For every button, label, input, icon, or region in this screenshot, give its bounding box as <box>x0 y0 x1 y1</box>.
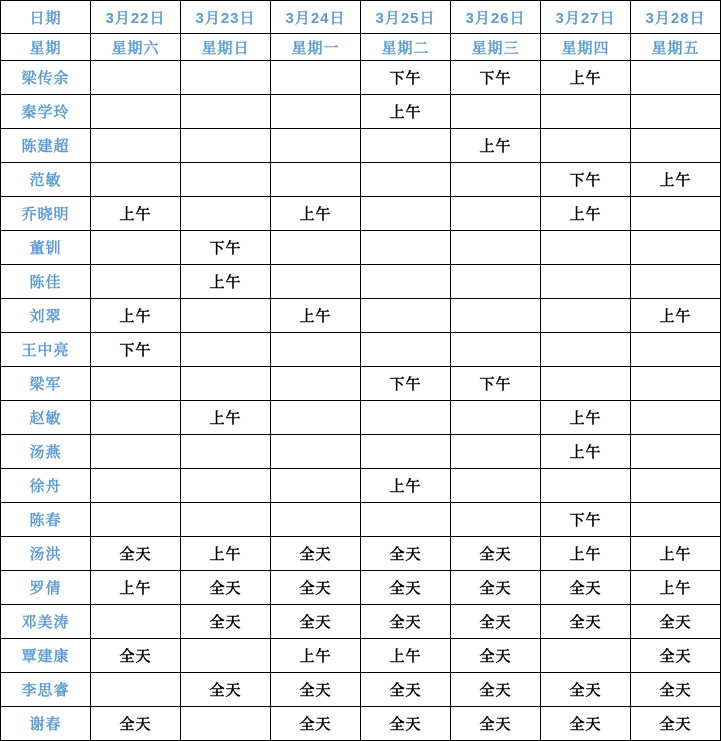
schedule-cell: 全天 <box>271 673 361 707</box>
schedule-cell <box>271 231 361 265</box>
table-row <box>1 367 721 401</box>
schedule-cell <box>271 367 361 401</box>
schedule-cell <box>181 435 271 469</box>
person-name-cell: 谢春 <box>1 707 91 741</box>
person-name-cell: 王中亮 <box>1 333 91 367</box>
schedule-cell <box>631 265 721 299</box>
schedule-cell: 全天 <box>631 673 721 707</box>
table-row <box>1 333 721 367</box>
schedule-cell <box>541 367 631 401</box>
schedule-cell: 全天 <box>271 537 361 571</box>
schedule-cell <box>181 469 271 503</box>
schedule-cell: 全天 <box>451 571 541 605</box>
schedule-cell <box>181 639 271 673</box>
table-row <box>1 61 721 95</box>
schedule-cell: 全天 <box>541 673 631 707</box>
person-name-cell: 董钏 <box>1 231 91 265</box>
week-header-row <box>1 34 721 61</box>
schedule-cell <box>631 333 721 367</box>
weekday-header-cell: 星期日 <box>181 34 271 61</box>
schedule-cell <box>91 503 181 537</box>
schedule-cell: 上午 <box>631 163 721 197</box>
date-header-row <box>1 1 721 34</box>
schedule-cell <box>361 503 451 537</box>
person-name-cell: 汤洪 <box>1 537 91 571</box>
schedule-cell: 上午 <box>181 401 271 435</box>
schedule-cell <box>91 469 181 503</box>
schedule-cell: 上午 <box>91 571 181 605</box>
schedule-cell: 上午 <box>631 299 721 333</box>
schedule-cell: 上午 <box>91 197 181 231</box>
schedule-cell <box>541 299 631 333</box>
schedule-cell <box>451 231 541 265</box>
schedule-cell: 全天 <box>451 605 541 639</box>
schedule-cell: 上午 <box>181 265 271 299</box>
date-header-label: 日期 <box>1 1 91 34</box>
weekday-header-cell: 星期二 <box>361 34 451 61</box>
person-name-cell: 赵敏 <box>1 401 91 435</box>
schedule-cell <box>451 469 541 503</box>
person-name-cell: 覃建康 <box>1 639 91 673</box>
table-row <box>1 231 721 265</box>
schedule-cell <box>181 299 271 333</box>
person-name-cell: 汤燕 <box>1 435 91 469</box>
schedule-cell <box>631 435 721 469</box>
weekday-header-cell: 星期四 <box>541 34 631 61</box>
table-row <box>1 503 721 537</box>
schedule-cell <box>361 265 451 299</box>
schedule-cell <box>91 265 181 299</box>
schedule-cell <box>271 333 361 367</box>
schedule-cell: 全天 <box>181 673 271 707</box>
schedule-cell <box>91 231 181 265</box>
schedule-cell <box>181 95 271 129</box>
schedule-cell <box>631 401 721 435</box>
schedule-cell: 全天 <box>631 605 721 639</box>
schedule-header <box>1 1 721 61</box>
table-row <box>1 537 721 571</box>
person-name-cell: 梁传余 <box>1 61 91 95</box>
schedule-cell: 全天 <box>541 605 631 639</box>
schedule-cell: 上午 <box>541 401 631 435</box>
schedule-cell: 全天 <box>361 707 451 741</box>
date-header-cell: 3月25日 <box>361 1 451 34</box>
schedule-cell: 上午 <box>451 129 541 163</box>
schedule-cell: 下午 <box>91 333 181 367</box>
schedule-cell: 全天 <box>451 537 541 571</box>
schedule-cell: 全天 <box>541 707 631 741</box>
schedule-cell <box>181 129 271 163</box>
date-header-cell: 3月24日 <box>271 1 361 34</box>
schedule-cell <box>451 95 541 129</box>
person-name-cell: 邓美涛 <box>1 605 91 639</box>
schedule-cell: 全天 <box>361 673 451 707</box>
date-header-cell: 3月26日 <box>451 1 541 34</box>
schedule-cell <box>181 707 271 741</box>
schedule-cell <box>541 333 631 367</box>
schedule-cell <box>91 95 181 129</box>
person-name-cell: 李思睿 <box>1 673 91 707</box>
schedule-cell <box>361 163 451 197</box>
schedule-cell <box>91 605 181 639</box>
schedule-cell: 全天 <box>451 639 541 673</box>
schedule-cell: 上午 <box>541 61 631 95</box>
weekday-header-cell: 星期六 <box>91 34 181 61</box>
table-row <box>1 435 721 469</box>
schedule-cell: 全天 <box>631 707 721 741</box>
schedule-cell: 上午 <box>361 469 451 503</box>
table-row <box>1 129 721 163</box>
schedule-cell: 上午 <box>631 537 721 571</box>
schedule-cell: 上午 <box>361 95 451 129</box>
schedule-cell <box>91 673 181 707</box>
schedule-cell <box>451 401 541 435</box>
schedule-cell <box>361 401 451 435</box>
schedule-cell <box>181 503 271 537</box>
date-header-cell: 3月28日 <box>631 1 721 34</box>
person-name-cell: 范敏 <box>1 163 91 197</box>
table-row <box>1 299 721 333</box>
schedule-cell <box>361 197 451 231</box>
table-row <box>1 571 721 605</box>
schedule-cell <box>271 95 361 129</box>
week-header-label: 星期 <box>1 34 91 61</box>
schedule-cell: 全天 <box>541 571 631 605</box>
schedule-cell: 全天 <box>451 707 541 741</box>
schedule-cell <box>271 163 361 197</box>
schedule-cell: 全天 <box>271 605 361 639</box>
schedule-cell <box>271 469 361 503</box>
schedule-cell: 全天 <box>361 605 451 639</box>
person-name-cell: 陈建超 <box>1 129 91 163</box>
schedule-cell: 上午 <box>271 639 361 673</box>
table-row <box>1 95 721 129</box>
schedule-cell <box>631 503 721 537</box>
schedule-cell <box>181 197 271 231</box>
schedule-cell <box>181 367 271 401</box>
schedule-cell: 下午 <box>541 503 631 537</box>
schedule-cell: 上午 <box>181 537 271 571</box>
schedule-cell: 全天 <box>181 571 271 605</box>
schedule-cell <box>541 639 631 673</box>
schedule-cell: 上午 <box>541 197 631 231</box>
weekday-header-cell: 星期五 <box>631 34 721 61</box>
schedule-cell <box>451 503 541 537</box>
schedule-cell <box>541 469 631 503</box>
schedule-cell <box>541 231 631 265</box>
schedule-cell <box>631 231 721 265</box>
schedule-cell <box>271 503 361 537</box>
schedule-cell: 上午 <box>541 435 631 469</box>
schedule-cell <box>451 299 541 333</box>
schedule-cell <box>271 61 361 95</box>
schedule-cell <box>631 469 721 503</box>
table-row <box>1 605 721 639</box>
schedule-cell <box>451 333 541 367</box>
person-name-cell: 罗倩 <box>1 571 91 605</box>
schedule-cell <box>271 435 361 469</box>
schedule-cell: 上午 <box>631 571 721 605</box>
date-header-cell: 3月27日 <box>541 1 631 34</box>
table-row <box>1 639 721 673</box>
schedule-cell <box>361 435 451 469</box>
schedule-cell <box>631 95 721 129</box>
schedule-cell: 全天 <box>631 639 721 673</box>
schedule-cell: 全天 <box>91 537 181 571</box>
schedule-cell <box>91 435 181 469</box>
schedule-cell <box>541 265 631 299</box>
schedule-cell <box>631 129 721 163</box>
schedule-cell <box>91 163 181 197</box>
person-name-cell: 刘翠 <box>1 299 91 333</box>
schedule-body <box>1 61 721 741</box>
date-header-cell: 3月23日 <box>181 1 271 34</box>
weekday-header-cell: 星期三 <box>451 34 541 61</box>
schedule-cell <box>361 129 451 163</box>
person-name-cell: 陈佳 <box>1 265 91 299</box>
schedule-cell: 全天 <box>361 537 451 571</box>
table-row <box>1 401 721 435</box>
date-header-cell: 3月22日 <box>91 1 181 34</box>
weekday-header-cell: 星期一 <box>271 34 361 61</box>
schedule-cell <box>451 265 541 299</box>
schedule-cell <box>271 129 361 163</box>
schedule-cell <box>361 299 451 333</box>
schedule-cell <box>451 163 541 197</box>
schedule-cell: 上午 <box>271 197 361 231</box>
schedule-cell: 下午 <box>451 367 541 401</box>
table-row <box>1 163 721 197</box>
schedule-cell <box>181 61 271 95</box>
schedule-cell <box>91 129 181 163</box>
schedule-cell: 全天 <box>271 707 361 741</box>
schedule-cell: 全天 <box>451 673 541 707</box>
table-row <box>1 707 721 741</box>
schedule-cell <box>631 197 721 231</box>
schedule-cell: 下午 <box>451 61 541 95</box>
person-name-cell: 秦学玲 <box>1 95 91 129</box>
schedule-cell <box>541 95 631 129</box>
schedule-cell <box>91 401 181 435</box>
schedule-cell <box>181 333 271 367</box>
schedule-cell: 全天 <box>91 639 181 673</box>
schedule-cell <box>271 401 361 435</box>
schedule-cell: 上午 <box>361 639 451 673</box>
schedule-cell <box>541 129 631 163</box>
person-name-cell: 徐舟 <box>1 469 91 503</box>
schedule-cell <box>91 367 181 401</box>
person-name-cell: 梁军 <box>1 367 91 401</box>
schedule-cell <box>361 333 451 367</box>
schedule-cell <box>271 265 361 299</box>
schedule-cell: 下午 <box>361 61 451 95</box>
schedule-cell <box>451 435 541 469</box>
table-row <box>1 469 721 503</box>
person-name-cell: 陈春 <box>1 503 91 537</box>
schedule-cell: 全天 <box>271 571 361 605</box>
table-row <box>1 265 721 299</box>
schedule-cell: 全天 <box>91 707 181 741</box>
schedule-cell: 下午 <box>181 231 271 265</box>
table-row <box>1 673 721 707</box>
schedule-cell: 下午 <box>541 163 631 197</box>
person-name-cell: 乔晓明 <box>1 197 91 231</box>
schedule-cell <box>361 231 451 265</box>
schedule-cell <box>631 367 721 401</box>
schedule-cell <box>451 197 541 231</box>
schedule-cell: 上午 <box>271 299 361 333</box>
schedule-cell: 上午 <box>541 537 631 571</box>
schedule-cell: 上午 <box>91 299 181 333</box>
table-row <box>1 197 721 231</box>
schedule-cell <box>181 163 271 197</box>
schedule-cell: 下午 <box>361 367 451 401</box>
schedule-cell <box>631 61 721 95</box>
schedule-cell <box>91 61 181 95</box>
schedule-cell: 全天 <box>361 571 451 605</box>
schedule-cell: 全天 <box>181 605 271 639</box>
